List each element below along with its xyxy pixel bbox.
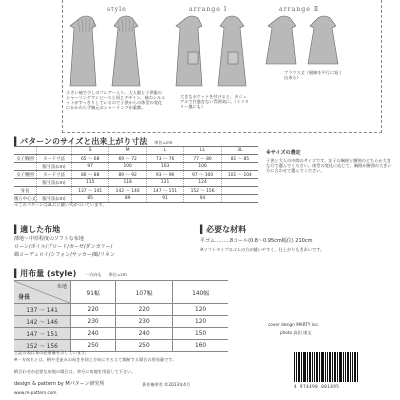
view-label-arrange1: arrange Ⅰ: [189, 6, 228, 13]
size-row: 後ろ中心丈 服寸法(cm) 85 89 91 94: [14, 195, 258, 203]
fabric-title-text: 適した布地: [20, 225, 61, 234]
arrange2-description: ブラウス丈（裾線を平行に短く出来る）: [284, 70, 343, 80]
arrange1-description: 大きなポケットを付けると、カジュアルで甘過ぎない雰囲気に。（ミリタリー風にも）: [180, 94, 249, 109]
barcode-number: 4 974490 001495: [294, 384, 340, 389]
size-row: 女子胸囲 ヌード寸法 65 ～ 68 69 ～ 72 73 ～ 76 77 ～ 80 81 ～ 85: [14, 155, 258, 163]
size-table-note: ＊このパターンは3Lにに縫い代がついています。: [14, 202, 107, 207]
cover-design-credit: cover design MARTY inc.: [268, 322, 320, 327]
materials-line-1: 平ゴム………8コール(0.8～0.95cm幅位) 210cm: [200, 238, 313, 244]
footer-url: www.m-pattern.com: [14, 390, 57, 395]
size-unit: 単位=cm: [154, 140, 173, 145]
size-label: S: [71, 147, 108, 155]
size-label: M: [109, 147, 146, 155]
yardage-table: [14, 280, 228, 352]
materials-title-text: 必要な材料: [206, 225, 247, 234]
size-title-text: パターンのサイズと出来上がり寸法: [20, 137, 148, 146]
footer-brand: design & pattern by Mパターン研究所: [14, 381, 105, 387]
view-label-style: style: [107, 6, 127, 13]
size-selection-body: 子供と大人の中間のサイズです。女子の胸囲と腰囲のどちらか大きな方で選んでください。体型の変化に応じて、胸囲か腰囲の大きい方に合わせて選んでください。: [266, 158, 392, 173]
fabric-line: ローン/ボイル/ブロード/ガーゼ/ダンガリー/: [14, 244, 113, 250]
yardage-row: 147 ～ 151 240 240 150: [14, 328, 228, 340]
barcode: [290, 350, 378, 392]
size-row: 身長 137 ～ 141 142 ～ 146 147 ～ 151 152 ～ 156: [14, 187, 258, 195]
size-table: [14, 146, 258, 203]
yardage-subtitle: 一方向も: [85, 272, 102, 277]
size-row: 服寸法(cm) 97 100 103 106: [14, 163, 258, 171]
yardage-note: 上記の表は布の必要量を示しています。: [14, 350, 90, 355]
yardage-unit: 単位=cm: [108, 272, 127, 277]
yardage-header-row: [14, 281, 228, 304]
yardage-note: ※一方向ちとは、柄や毛並みの向きを同じ方向にそろえて裁断する場合の用布量です。: [14, 357, 177, 362]
size-label: 3L: [221, 147, 258, 155]
yardage-col-header: 140幅: [173, 281, 228, 304]
yardage-row: 137 ～ 141 220 220 120: [14, 304, 228, 316]
size-section-title: ▍パターンのサイズと出来上がり寸法 単位=cm: [14, 137, 173, 146]
size-header-row: [14, 147, 258, 155]
size-row: 女子腰囲 ヌード寸法 86 ～ 88 89 ～ 92 93 ～ 96 97 ～ 100 101 ～ 104: [14, 171, 258, 179]
corner-bottom-label: 身長: [18, 294, 31, 301]
yardage-col-header: 107幅: [116, 281, 173, 304]
yardage-col-header: 91幅: [71, 281, 116, 304]
yardage-corner: [14, 281, 71, 304]
size-label: L: [146, 147, 183, 155]
materials-section-title: ▍必要な材料: [200, 225, 247, 234]
yardage-section-title: ▍用布量 (style) 一方向も 単位=cm: [14, 269, 127, 278]
footer-copyright: 著作権所有 ©2013年4月: [142, 382, 191, 387]
view-label-arrange2: arrange Ⅱ: [279, 6, 320, 13]
size-label: LL: [184, 147, 221, 155]
fabric-section-title: ▍適した布地: [14, 225, 61, 234]
fabric-line: 綿コーデュロイ/シフォン/サッカー/綿/リネン: [14, 252, 115, 258]
yardage-row: 152 ～ 156 250 250 160: [14, 340, 228, 352]
photo-credit: photo 高田 康文: [280, 330, 312, 335]
materials-line-2: ※ソフトタイプのゴムの方が縫いやすく、仕上がりもきれいです。: [200, 247, 325, 252]
size-selection-title: ※サイズの選定: [266, 150, 301, 156]
style-description: 小さい袖で少しのフレアー入り。大人服と子供服のシャーリングワンピースと同じデザイン。袖のシルエットがすっきりしているので子供からの体型の変化にかかわらず胸元のシャーリングが素敵。: [66, 90, 166, 110]
corner-top-label: 布地: [56, 284, 67, 290]
barcode-bars: [294, 352, 374, 382]
yardage-title-text: 用布量 (style): [20, 269, 77, 278]
size-row: 服寸法(cm) 115 118 121 124: [14, 179, 258, 187]
illustration-frame: [62, 0, 382, 133]
yardage-row: 142 ～ 146 230 230 120: [14, 316, 228, 328]
fabric-line: 薄地～中厚程度のソフトな布地: [14, 236, 84, 242]
yardage-note: 柄合わせが必要な布地の場合は、余分に布地を用意して下さい。: [14, 369, 136, 374]
